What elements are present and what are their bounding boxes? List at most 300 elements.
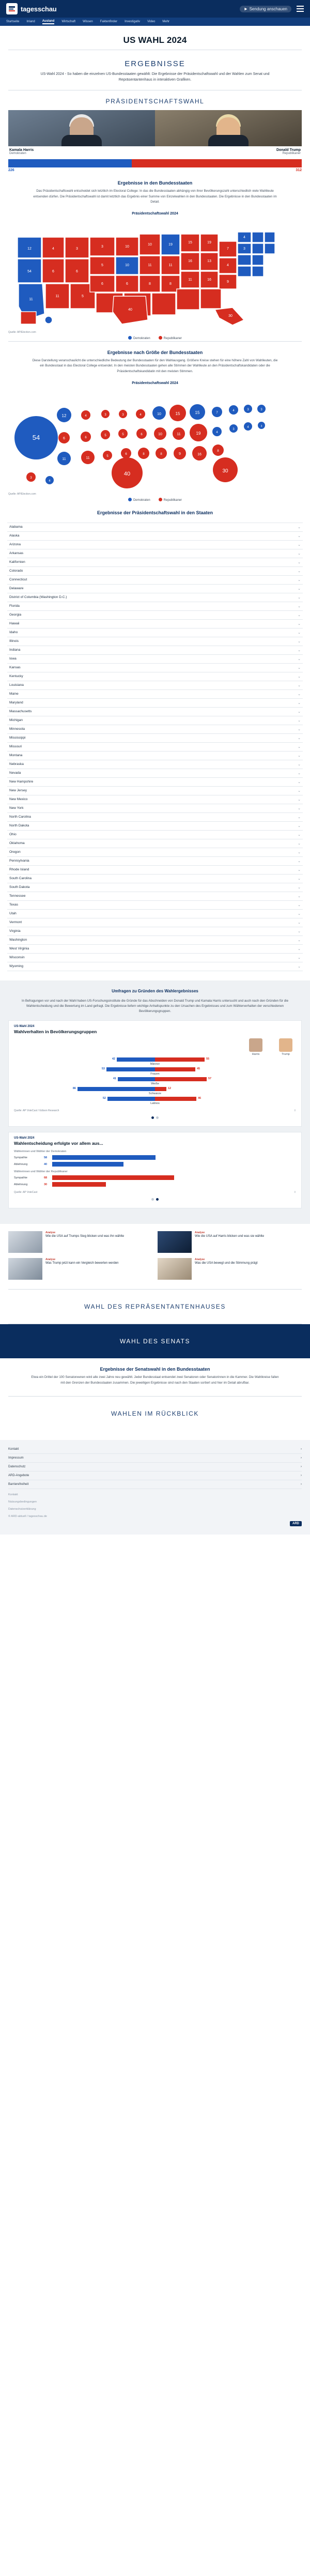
footer-link[interactable]: Impressum › — [8, 1454, 302, 1463]
state-row[interactable] — [7, 602, 303, 611]
state-name: Mississippi — [9, 736, 26, 740]
states-heading: Ergebnisse der Präsidentschaftswahl in den Staaten — [97, 510, 213, 515]
svg-text:13: 13 — [207, 259, 211, 264]
svg-text:11: 11 — [29, 298, 33, 302]
state-name: Washington — [9, 938, 27, 942]
map-title-1: Präsidentschaftswahl 2024 — [132, 212, 178, 216]
chevron-down-icon: ⌄ — [298, 859, 301, 863]
chart1-cat-1: Frauen — [150, 1072, 160, 1076]
nav-item-investigativ[interactable]: Investigativ — [125, 20, 141, 23]
state-result-list — [7, 523, 303, 971]
state-row[interactable] — [7, 778, 303, 787]
state-name: North Dakota — [9, 824, 29, 828]
teaser-grid — [0, 1224, 310, 1282]
svg-text:10: 10 — [125, 245, 129, 249]
chevron-down-icon: ⌄ — [298, 964, 301, 969]
chevron-down-icon: ⌄ — [298, 648, 301, 652]
chevron-down-icon: ⌄ — [298, 718, 301, 723]
chevron-down-icon: ⌄ — [298, 578, 301, 582]
chart1-row: 41 57 — [113, 1077, 212, 1081]
state-name: Oklahoma — [9, 841, 25, 846]
candidate-photo-harris — [8, 110, 155, 146]
state-row[interactable] — [7, 875, 303, 883]
svg-text:11: 11 — [148, 264, 152, 268]
state-row[interactable] — [7, 769, 303, 778]
state-row[interactable] — [7, 646, 303, 655]
chart1-cat-3: Schwarze — [148, 1092, 162, 1096]
chevron-down-icon: ⌄ — [298, 868, 301, 872]
chart1-eyebrow: US-Wahl 2024 — [14, 1025, 35, 1029]
teaser-item[interactable] — [8, 1258, 152, 1280]
svg-text:12: 12 — [61, 413, 67, 418]
state-row[interactable] — [7, 655, 303, 664]
map-legend-1 — [0, 334, 310, 341]
state-name: South Dakota — [9, 885, 30, 890]
chevron-down-icon: ⌄ — [298, 754, 301, 758]
state-name: North Carolina — [9, 815, 31, 819]
footer-link[interactable]: Datenschutz › — [8, 1463, 302, 1471]
brand-logo[interactable] — [6, 3, 57, 14]
svg-text:10: 10 — [148, 243, 152, 247]
svg-text:4: 4 — [140, 413, 142, 417]
chevron-down-icon: ⌄ — [298, 806, 301, 810]
chevron-down-icon: ⌄ — [298, 525, 301, 529]
chart2-source: Quelle: AP VoteCast — [14, 1191, 38, 1194]
state-name: New Mexico — [9, 798, 28, 802]
map-legend-2 — [0, 496, 310, 503]
state-row[interactable] — [7, 699, 303, 708]
svg-text:30: 30 — [222, 468, 228, 474]
electoral-vote-bar — [8, 159, 302, 167]
watch-broadcast-label: Sendung anschauen — [249, 6, 287, 11]
state-row[interactable] — [7, 637, 303, 646]
svg-text:11: 11 — [55, 295, 59, 299]
footer-sublink[interactable]: Nutzungsbedingungen — [8, 1500, 37, 1504]
svg-text:4: 4 — [227, 264, 229, 268]
bar-trump — [132, 159, 302, 167]
candidate-pair — [0, 110, 310, 156]
state-name: Oregon — [9, 850, 21, 854]
footer-link[interactable]: Barrierefreiheit › — [8, 1480, 302, 1489]
svg-text:19: 19 — [168, 243, 173, 247]
svg-text:8: 8 — [160, 452, 162, 456]
chevron-down-icon: ⌄ — [298, 701, 301, 705]
watch-broadcast-button[interactable] — [240, 6, 291, 12]
state-row[interactable] — [7, 848, 303, 857]
teaser-item[interactable] — [158, 1258, 302, 1280]
candidate-party-harris: Demokraten — [9, 152, 26, 156]
svg-text:5: 5 — [82, 295, 84, 299]
footer-sublink[interactable]: Datenschutzerklärung — [8, 1507, 36, 1511]
svg-text:30: 30 — [228, 314, 233, 318]
state-name: Virginia — [9, 929, 21, 933]
svg-text:11: 11 — [168, 264, 173, 268]
svg-text:6: 6 — [126, 282, 128, 286]
chevron-down-icon: ⌄ — [298, 666, 301, 670]
legend-harris: Harris — [249, 1038, 263, 1056]
svg-text:3: 3 — [233, 427, 235, 431]
candidate-name-harris: Kamala Harris — [9, 148, 34, 152]
svg-text:7: 7 — [216, 411, 218, 415]
chevron-right-icon: › — [301, 1465, 302, 1468]
chevron-down-icon: ⌄ — [298, 824, 301, 828]
state-row[interactable] — [7, 866, 303, 875]
state-name: West Virginia — [9, 947, 29, 951]
state-row[interactable] — [7, 839, 303, 848]
svg-text:4: 4 — [247, 425, 249, 429]
svg-text:8: 8 — [217, 449, 219, 453]
survey-section — [0, 980, 310, 1224]
chart1-bars — [14, 1057, 296, 1105]
chevron-down-icon: ⌄ — [298, 798, 301, 802]
svg-text:3: 3 — [243, 247, 245, 251]
state-row[interactable] — [7, 857, 303, 866]
chevron-down-icon: ⌄ — [298, 683, 301, 687]
state-row[interactable] — [7, 567, 303, 576]
state-row[interactable] — [7, 620, 303, 628]
bubble-heading: Ergebnisse nach Größe der Bundesstaaten — [107, 350, 203, 356]
chevron-down-icon: ⌄ — [298, 833, 301, 837]
svg-text:11: 11 — [86, 456, 90, 460]
nav-item-faktenfinder[interactable]: Faktenfinder — [100, 20, 118, 23]
chevron-down-icon: ⌄ — [298, 956, 301, 960]
chevron-down-icon: ⌄ — [298, 815, 301, 819]
chevron-down-icon: ⌄ — [298, 604, 301, 608]
ard-logo-label: ARD — [290, 1521, 302, 1526]
bubble-paragraph: Diese Darstellung veranschaulicht die unterschiedliche Bedeutung der Bundesstaaten für den Wahlausgang. Größere Kreise stehen für eine höhere Zahl von Wahlleuten, die ein Bundesstaat in das Electoral College entsendet. In den meisten Bundesstaaten gehen alle Stimmen der Wahlleute an den Präsidentschaftskandidaten oder die Präsidentschaftskandidatin mit den meisten Stimmen. — [32, 359, 278, 373]
state-row[interactable] — [7, 752, 303, 760]
svg-text:7: 7 — [227, 247, 229, 251]
teaser-item[interactable] — [158, 1231, 302, 1253]
map-title-2: Präsidentschaftswahl 2024 — [132, 381, 178, 385]
svg-text:3: 3 — [30, 476, 32, 480]
state-row[interactable] — [7, 532, 303, 541]
state-name: Kentucky — [9, 674, 23, 679]
svg-text:6: 6 — [76, 270, 78, 274]
chart1-row: 52 46 — [102, 1097, 202, 1100]
state-name: Maine — [9, 692, 19, 696]
us-map-bubbles[interactable] — [7, 388, 303, 492]
state-name: Wisconsin — [9, 956, 25, 960]
svg-text:10: 10 — [158, 432, 162, 436]
state-row[interactable] — [7, 760, 303, 769]
svg-text:3: 3 — [76, 247, 78, 251]
svg-text:4: 4 — [216, 431, 218, 434]
candidate-trump — [155, 110, 302, 156]
state-row[interactable] — [7, 743, 303, 752]
electors-trump: 312 — [296, 168, 302, 173]
svg-text:54: 54 — [27, 270, 32, 274]
state-name: Delaware — [9, 587, 24, 591]
brand-name: tagesschau — [21, 5, 57, 13]
nav-item-inland[interactable]: Inland — [26, 20, 35, 23]
svg-text:3: 3 — [122, 413, 124, 417]
svg-text:6: 6 — [85, 436, 87, 439]
svg-text:11: 11 — [177, 432, 181, 436]
chart1-title: Wahlverhalten in Bevölkerungsgruppen — [14, 1029, 97, 1035]
state-name: District of Columbia (Washington D.C.) — [9, 595, 67, 600]
chevron-down-icon: ⌄ — [298, 841, 301, 846]
state-row[interactable] — [7, 918, 303, 927]
svg-text:4: 4 — [52, 247, 54, 251]
state-row[interactable] — [7, 585, 303, 593]
state-row[interactable] — [7, 549, 303, 558]
state-row[interactable] — [7, 681, 303, 690]
state-name: Minnesota — [9, 727, 25, 731]
state-name: Rhode Island — [9, 868, 29, 872]
state-name: Tennessee — [9, 894, 26, 898]
teaser-thumbnail — [8, 1231, 42, 1253]
svg-text:8: 8 — [169, 282, 172, 286]
footer — [0, 1440, 310, 1535]
state-row[interactable] — [7, 611, 303, 620]
state-row[interactable] — [7, 831, 303, 839]
state-name: Massachusetts — [9, 710, 32, 714]
state-row[interactable] — [7, 804, 303, 813]
svg-text:9: 9 — [227, 280, 229, 284]
svg-text:15: 15 — [188, 241, 192, 245]
svg-text:9: 9 — [179, 452, 181, 456]
chevron-down-icon: ⌄ — [298, 639, 301, 643]
teaser-tag: Analyse — [45, 1258, 56, 1262]
chart1-footer — [14, 1109, 296, 1112]
nav-item-video[interactable]: Video — [147, 20, 156, 23]
svg-text:3: 3 — [104, 413, 106, 417]
state-row[interactable] — [7, 962, 303, 971]
state-row[interactable] — [7, 523, 303, 532]
chart1-pager[interactable] — [14, 1116, 296, 1119]
chevron-down-icon: ⌄ — [298, 903, 301, 907]
chevron-down-icon: ⌄ — [298, 938, 301, 942]
state-name: Alabama — [9, 525, 23, 529]
nav-item-wirtschaft[interactable]: Wirtschaft — [61, 20, 76, 23]
chevron-down-icon: ⌄ — [298, 789, 301, 793]
state-row[interactable] — [7, 954, 303, 962]
svg-text:11: 11 — [188, 278, 192, 282]
chevron-down-icon: ⌄ — [298, 771, 301, 775]
share-icon[interactable]: ⇪ — [293, 1191, 296, 1194]
state-name: Florida — [9, 604, 20, 608]
svg-text:5: 5 — [122, 433, 124, 436]
nav-item-startseite[interactable]: Startseite — [6, 20, 20, 23]
teaser-title: Wie die USA auf Trumps Sieg blicken und was ihn wählte — [45, 1235, 125, 1238]
candidate-party-trump: Republikaner — [282, 152, 301, 156]
state-row[interactable] — [7, 716, 303, 725]
state-name: Utah — [9, 912, 17, 916]
chevron-down-icon: ⌄ — [298, 613, 301, 617]
svg-text:3: 3 — [260, 424, 262, 428]
chevron-down-icon: ⌄ — [298, 921, 301, 925]
state-row[interactable] — [7, 936, 303, 945]
state-row[interactable] — [7, 708, 303, 716]
legend-democrats-2: Demokraten — [128, 498, 150, 502]
teaser-tag: Analyse — [45, 1231, 56, 1235]
state-row[interactable] — [7, 734, 303, 743]
state-row[interactable] — [7, 725, 303, 734]
chart2-title: Wahlentscheidung erfolgte vor allem aus... — [14, 1141, 103, 1146]
svg-text:6: 6 — [141, 433, 143, 436]
chart1-legend — [14, 1038, 296, 1056]
senate-paragraph: Etwa ein Drittel der 100 Senatorинnen wird alle zwei Jahre neu gewählt. Jeder Bundesstaat entsendet zwei Senatoren oder Senatorinnen in die Kammer. Die Wahlkreise fallen mit den Grenzen der Bundesstaaten zusammen. Die jeweiligen Ergebnisse sind nach den Staaten sortiert und hier im Detail abrufbar. — [31, 1375, 279, 1385]
teaser-tag: Analyse — [195, 1258, 205, 1262]
electoral-vote-numbers — [8, 168, 302, 172]
chevron-down-icon: ⌄ — [298, 587, 301, 591]
state-name: Georgia — [9, 613, 22, 617]
svg-text:10: 10 — [157, 412, 161, 416]
chevron-down-icon: ⌄ — [298, 727, 301, 731]
chevron-down-icon: ⌄ — [298, 631, 301, 635]
chevron-down-icon: ⌄ — [298, 692, 301, 696]
footer-link[interactable]: ARD-Angebote › — [8, 1471, 302, 1480]
chevron-down-icon: ⌄ — [298, 894, 301, 898]
state-name: Montana — [9, 754, 23, 758]
svg-text:6: 6 — [101, 282, 103, 286]
teaser-item[interactable] — [8, 1231, 152, 1253]
bar-harris — [8, 159, 132, 167]
chart2-pager[interactable] — [14, 1198, 296, 1201]
svg-text:16: 16 — [197, 452, 202, 456]
chevron-right-icon: › — [301, 1447, 302, 1451]
results-heading: ERGEBNISSE — [125, 59, 185, 68]
teaser-title: Was Trump jetzt kann ein Vergleich bewerten werden — [45, 1262, 119, 1265]
chevron-down-icon: ⌄ — [298, 543, 301, 547]
state-row[interactable] — [7, 576, 303, 585]
chart1-row: 53 45 — [101, 1067, 200, 1071]
state-name: Indiana — [9, 648, 21, 652]
play-icon — [244, 7, 247, 11]
chevron-down-icon: ⌄ — [298, 560, 301, 564]
svg-text:16: 16 — [188, 259, 192, 264]
chevron-right-icon: › — [301, 1474, 302, 1477]
svg-text:10: 10 — [125, 264, 129, 268]
banner-house: WAHL DES REPRÄSENTANTENHAUSES — [84, 1303, 226, 1311]
svg-text:15: 15 — [195, 410, 200, 415]
state-name: Connecticut — [9, 578, 27, 582]
presidential-heading: PRÄSIDENTSCHAFTSWAHL — [105, 98, 205, 105]
chart2-group-1-label: Wählerinnen und Wähler der Republikaner — [14, 1170, 68, 1174]
state-name: Idaho — [9, 631, 18, 635]
state-row[interactable] — [7, 787, 303, 795]
chevron-down-icon: ⌄ — [298, 710, 301, 714]
chevron-down-icon: ⌄ — [298, 947, 301, 951]
svg-text:4: 4 — [85, 414, 87, 418]
chevron-down-icon: ⌄ — [298, 657, 301, 661]
state-row[interactable] — [7, 664, 303, 672]
svg-text:8: 8 — [143, 452, 145, 456]
chart2-footer — [14, 1191, 296, 1194]
chevron-down-icon: ⌄ — [298, 569, 301, 573]
page-title: US WAHL 2024 — [123, 35, 187, 45]
state-row[interactable] — [7, 813, 303, 822]
svg-text:8: 8 — [149, 282, 151, 286]
state-name: Kansas — [9, 666, 21, 670]
chart2-row: Sympathie 58 — [14, 1155, 296, 1160]
legend-republicans: Republikaner — [159, 336, 182, 340]
state-row[interactable] — [7, 822, 303, 831]
state-row[interactable] — [7, 541, 303, 549]
teaser-tag: Analyse — [195, 1231, 205, 1235]
svg-text:3: 3 — [101, 245, 103, 249]
chart1-source: Quelle: AP VoteCast / Edison Research — [14, 1109, 59, 1113]
nav-item-ausland[interactable]: Ausland — [42, 20, 55, 24]
chevron-down-icon: ⌄ — [298, 534, 301, 538]
tagesschau-logo-icon — [6, 3, 18, 14]
svg-text:4: 4 — [233, 409, 235, 412]
banner-senate: WAHL DES SENATS — [0, 1324, 310, 1358]
chevron-down-icon: ⌄ — [298, 551, 301, 556]
svg-text:19: 19 — [196, 431, 201, 436]
footer-copyright: © ARD-aktuell / tagesschau.de — [8, 1514, 47, 1518]
menu-button[interactable] — [297, 6, 304, 12]
state-row[interactable] — [7, 795, 303, 804]
electors-harris: 226 — [8, 168, 14, 173]
chevron-down-icon: ⌄ — [298, 885, 301, 890]
state-row[interactable] — [7, 593, 303, 602]
state-row[interactable] — [7, 558, 303, 567]
us-map-choropleth[interactable] — [7, 219, 303, 330]
state-name: Missouri — [9, 745, 22, 749]
state-row[interactable] — [7, 901, 303, 910]
state-name: Wyoming — [9, 964, 24, 969]
state-name: Kalifornien — [9, 560, 25, 564]
state-row[interactable] — [7, 927, 303, 936]
state-row[interactable] — [7, 628, 303, 637]
chart2-row: Ablehnung 30 — [14, 1182, 296, 1187]
chevron-down-icon: ⌄ — [298, 595, 301, 600]
chevron-down-icon: ⌄ — [298, 622, 301, 626]
us-map-svg — [7, 219, 303, 330]
svg-text:5: 5 — [101, 264, 103, 268]
state-row[interactable] — [7, 910, 303, 918]
chart2-group-0-label: Wählerinnen und Wähler der Demokraten — [14, 1150, 67, 1154]
footer-link[interactable]: Kontakt › — [8, 1445, 302, 1454]
chart-card-motivation — [8, 1132, 302, 1208]
nav-item-mehr[interactable]: Mehr — [162, 20, 170, 23]
state-name: Arkansas — [9, 551, 24, 556]
legend-republicans-2: Republikaner — [159, 498, 182, 502]
main-nav — [0, 18, 310, 26]
share-icon[interactable]: ⇪ — [293, 1109, 296, 1113]
legend-trump: Trump — [278, 1038, 293, 1056]
chart1-cat-0: Männer — [150, 1063, 160, 1066]
nav-item-wissen[interactable]: Wissen — [83, 20, 93, 23]
svg-text:15: 15 — [175, 411, 180, 416]
chart2-row: Sympathie 68 — [14, 1175, 296, 1180]
state-name: Alaska — [9, 534, 20, 538]
state-row[interactable] — [7, 883, 303, 892]
state-row[interactable] — [7, 690, 303, 699]
chevron-right-icon: › — [301, 1456, 302, 1460]
chevron-down-icon: ⌄ — [298, 877, 301, 881]
state-row[interactable] — [7, 672, 303, 681]
state-name: Vermont — [9, 921, 22, 925]
top-bar-actions — [240, 6, 304, 12]
results-lead: US-Wahl 2024 - So haben die einzelnen US-Bundesstaaten gewählt: Die Ergebnisse der Präsidentschaftswahl und der Wahlen zum Senat und Repräsentantenhaus in interaktiven Grafiken. — [40, 72, 270, 82]
footer-sublink[interactable]: Kontakt — [8, 1493, 18, 1496]
map-source-2: Quelle: AP/Election.com — [8, 492, 36, 496]
chevron-down-icon: ⌄ — [298, 929, 301, 933]
teaser-title: Wie die USA auf Harris blicken und was sie wählte — [195, 1235, 265, 1238]
candidate-harris — [8, 110, 155, 156]
state-name: New York — [9, 806, 24, 810]
state-row[interactable] — [7, 945, 303, 954]
state-name: Louisiana — [9, 683, 24, 687]
chevron-down-icon: ⌄ — [298, 780, 301, 784]
teaser-thumbnail — [8, 1258, 42, 1280]
svg-text:4: 4 — [49, 479, 51, 483]
chart1-row: 86 12 — [72, 1087, 172, 1091]
state-row[interactable] — [7, 892, 303, 901]
